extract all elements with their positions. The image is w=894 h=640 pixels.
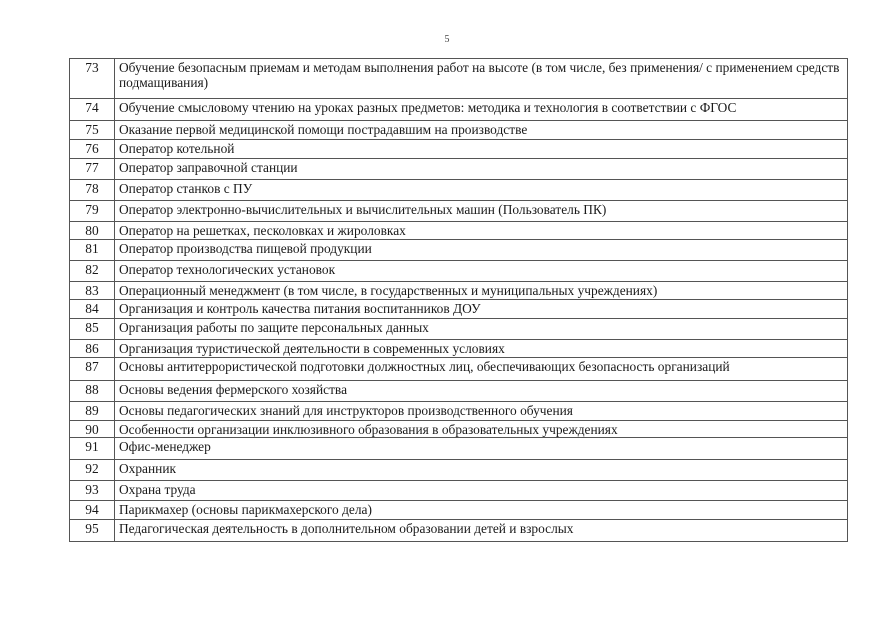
table-row bbox=[70, 481, 848, 501]
row-number: 90 bbox=[70, 421, 115, 438]
row-number: 79 bbox=[70, 201, 115, 222]
table-row bbox=[70, 300, 848, 319]
row-title: Оператор электронно-вычислительных и вычислительных машин (Пользователь ПК) bbox=[115, 201, 848, 222]
row-title: Оператор котельной bbox=[115, 140, 848, 159]
row-title: Основы ведения фермерского хозяйства bbox=[115, 381, 848, 402]
row-number: 87 bbox=[70, 358, 115, 381]
row-title: Офис-менеджер bbox=[115, 438, 848, 460]
row-number: 80 bbox=[70, 222, 115, 240]
row-number: 76 bbox=[70, 140, 115, 159]
table-row bbox=[70, 358, 848, 381]
table-row bbox=[70, 59, 848, 99]
row-number: 88 bbox=[70, 381, 115, 402]
course-table bbox=[69, 58, 848, 542]
row-title: Обучение безопасным приемам и методам выполнения работ на высоте (в том числе, без применения/ с применением средств подмащивания) bbox=[115, 59, 848, 99]
row-title: Парикмахер (основы парикмахерского дела) bbox=[115, 501, 848, 520]
row-title: Оператор заправочной станции bbox=[115, 159, 848, 180]
table-row bbox=[70, 460, 848, 481]
row-title: Охрана труда bbox=[115, 481, 848, 501]
table-body bbox=[70, 59, 848, 542]
row-title: Основы педагогических знаний для инструкторов производственного обучения bbox=[115, 402, 848, 421]
table-row bbox=[70, 99, 848, 121]
row-title: Особенности организации инклюзивного образования в образовательных учреждениях bbox=[115, 421, 848, 438]
table-row bbox=[70, 261, 848, 282]
row-title: Педагогическая деятельность в дополнительном образовании детей и взрослых bbox=[115, 520, 848, 542]
row-number: 83 bbox=[70, 282, 115, 300]
table-row bbox=[70, 438, 848, 460]
row-number: 75 bbox=[70, 121, 115, 140]
row-number: 94 bbox=[70, 501, 115, 520]
row-number: 81 bbox=[70, 240, 115, 261]
table-row bbox=[70, 140, 848, 159]
row-number: 92 bbox=[70, 460, 115, 481]
table-row bbox=[70, 201, 848, 222]
row-title: Оказание первой медицинской помощи пострадавшим на производстве bbox=[115, 121, 848, 140]
row-number: 89 bbox=[70, 402, 115, 421]
row-number: 91 bbox=[70, 438, 115, 460]
table-row bbox=[70, 282, 848, 300]
table-row bbox=[70, 222, 848, 240]
table-row bbox=[70, 340, 848, 358]
table-row bbox=[70, 520, 848, 542]
table-row bbox=[70, 159, 848, 180]
row-title: Организация и контроль качества питания воспитанников ДОУ bbox=[115, 300, 848, 319]
row-number: 95 bbox=[70, 520, 115, 542]
table-row bbox=[70, 421, 848, 438]
row-number: 82 bbox=[70, 261, 115, 282]
row-number: 86 bbox=[70, 340, 115, 358]
table-row bbox=[70, 121, 848, 140]
table-row bbox=[70, 180, 848, 201]
row-title: Организация работы по защите персональных данных bbox=[115, 319, 848, 340]
page-number: 5 bbox=[444, 34, 450, 45]
row-number: 77 bbox=[70, 159, 115, 180]
table-row bbox=[70, 240, 848, 261]
table-row bbox=[70, 402, 848, 421]
row-number: 78 bbox=[70, 180, 115, 201]
row-title: Основы антитеррористической подготовки должностных лиц, обеспечивающих безопасность организаций bbox=[115, 358, 848, 381]
row-title: Оператор производства пищевой продукции bbox=[115, 240, 848, 261]
row-number: 74 bbox=[70, 99, 115, 121]
row-title: Оператор технологических установок bbox=[115, 261, 848, 282]
row-number: 93 bbox=[70, 481, 115, 501]
row-title: Оператор станков с ПУ bbox=[115, 180, 848, 201]
row-title: Оператор на решетках, песколовках и жироловках bbox=[115, 222, 848, 240]
row-number: 73 bbox=[70, 59, 115, 99]
table-row bbox=[70, 501, 848, 520]
table-row bbox=[70, 319, 848, 340]
row-number: 84 bbox=[70, 300, 115, 319]
row-title: Операционный менеджмент (в том числе, в государственных и муниципальных учреждениях) bbox=[115, 282, 848, 300]
row-title: Организация туристической деятельности в современных условиях bbox=[115, 340, 848, 358]
row-number: 85 bbox=[70, 319, 115, 340]
row-title: Обучение смысловому чтению на уроках разных предметов: методика и технология в соответствии с ФГОС bbox=[115, 99, 848, 121]
table-row bbox=[70, 381, 848, 402]
row-title: Охранник bbox=[115, 460, 848, 481]
